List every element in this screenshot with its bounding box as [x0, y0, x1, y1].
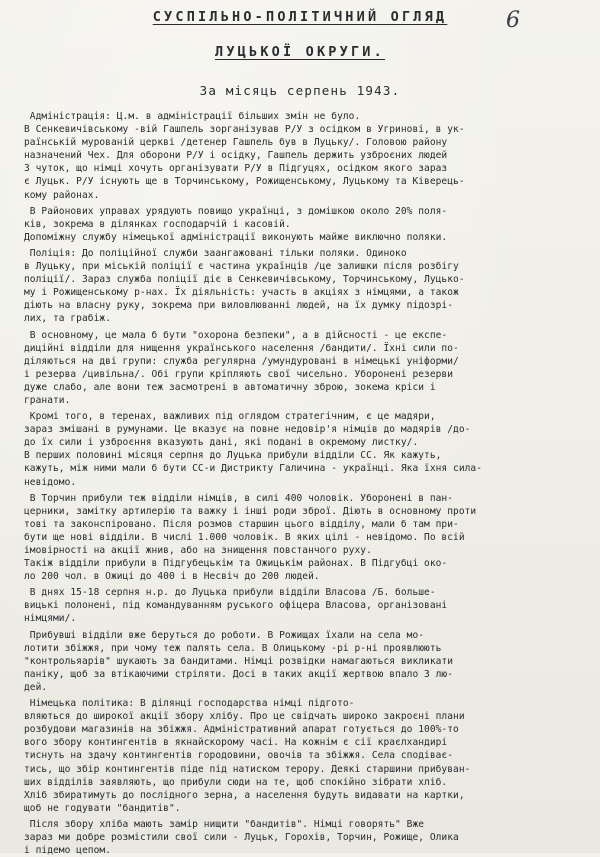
text-line: Поліція: До поліційної служби заангажовані тільки поляки. Одиноко [24, 247, 407, 259]
text-line: діють на власну руку, зокрема при виловлюванні людей, на їх думку підозрі- [24, 300, 454, 312]
text-line: бути ще нові відділи. В числі 1.000 чоловік. В яких цілі - невідомо. По всій [24, 531, 465, 543]
document-period: За місяць серпень 1943. [199, 83, 401, 98]
text-line: лих, та грабіж. [24, 313, 111, 325]
paragraph [24, 410, 584, 489]
text-line: тиснуть на здачу контингентів городовини, овочів та збіжжя. Села сподіває- [24, 750, 454, 762]
text-line: церники, замітку артилерію та важку і інші роди зброї. Діють в основному проти [24, 505, 477, 517]
text-line: і підемо цепом. [24, 845, 111, 857]
paragraph [24, 205, 584, 244]
paragraph [24, 247, 584, 326]
document-body [24, 110, 584, 857]
text-line: вого збору контингентів в якнайскорому часі. На кожнім є сії краєлхандирі [24, 737, 448, 749]
paragraph [24, 329, 584, 408]
text-line: діляються на дві групи: служба регулярна /умундуровані в німецькі уніформи/ [24, 355, 459, 367]
text-line: диційні відділи для нищення українського населення /бандити/. Їхні сили по- [24, 342, 459, 354]
paragraph [24, 697, 584, 815]
text-line: В основному, це мала б бути "охорона безпеки", а в дійсності - це експе- [24, 329, 448, 341]
text-line: назначений Чех. Для оборони Р/У і осідку, Гашпель держить узброєних людей [24, 150, 448, 162]
text-line: до їх сили і узброєння вказують дані, які подані в окремому листку/. [24, 437, 419, 449]
paragraph [24, 586, 584, 625]
text-line: Адміністрація: Ц.м. в адміністрації більших змін не було. [24, 111, 361, 122]
text-line: є Луцьк. Р/У існують ще в Торчинському, Рожищенському, Луцькому та Ківерець- [24, 176, 465, 188]
text-line: паніку, щоб за втікаючими стріляти. Досі в таких акції жертвою впало 3 лю- [24, 668, 454, 680]
page-number: 6 [506, 8, 520, 33]
text-line: Після збору хліба мають замір нищити "бандитів". Німці говорять" Вже [24, 818, 425, 830]
paragraph [24, 110, 584, 202]
text-line: гранати. [24, 394, 71, 406]
text-line: в Луцьку, при міській поліції є частина українців /це залишки після розбігу [24, 261, 459, 273]
text-line: "контрольяарів" шукають за бандитами. Німці розвідки намагаються викликати [24, 655, 454, 667]
text-line: вляються до широкої акції збору хлібу. Про це свідчать широко закроєні плани [24, 711, 465, 723]
text-line: німцями/. [24, 613, 77, 625]
text-line: В днях 15-18 серпня н.р. до Луцька прибули відділи Власова /Б. больше- [24, 587, 436, 599]
text-line: поліції/. Зараз служба поліції діє в Сенкевичівському, Торчинському, Луцько- [24, 274, 465, 286]
text-line: вицькі полонені, під командуванням руського офіцера Власова, організовані [24, 600, 448, 612]
text-line: зараз змішані в румунами. Це вказує на повне недовір'я німців до мадярів /до- [24, 424, 471, 436]
text-line: Німецька політика: В ділянці господарства німці підгото- [24, 698, 355, 710]
text-line: кажуть, між ними мали б бути СС-и Дистрикту Галичина - українці. Яка їхня сила- [24, 463, 483, 475]
text-line: В Районових управах урядують повищо українці, з домішкою около 20% поля- [24, 205, 448, 217]
text-line: Такіж відділи прибули в Підгубецькім та Ожицькім районах. В Підгубці око- [24, 558, 448, 570]
text-line: Хліб збиратимуть до послідного зерна, а населення будуть видавати на картки, [24, 789, 465, 801]
text-line: В Сенкевичівському -вій Гашпель зорганізував Р/У з осідком в Угринові, в ук- [24, 124, 465, 136]
paragraph [24, 818, 584, 857]
paragraph [24, 492, 584, 584]
text-line: му і Рожищенському р-нах. Їх діяльність: участь в акціях з німцями, а також [24, 287, 459, 299]
text-line: щоб не годувати "бандитів". [24, 802, 181, 814]
document-title-line-2: ЛУЦЬКОЇ ОКРУГИ. [215, 44, 385, 60]
text-line: Кромі того, в теренах, важливих під оглядом стратегічним, є це мадяри, [24, 411, 436, 423]
text-line: тові та законспіровано. Після розмов старшин цього відділу, мали б там при- [24, 518, 459, 530]
text-line: імовірності на акції жнив, або на знищення повстанчого руху. [24, 545, 372, 556]
text-line: Прибувші відділи вже беруться до роботи. В Рожищах їхали на села мо- [24, 629, 425, 641]
text-line: ків, зокрема в ділянках господарчій і касовій. [24, 218, 291, 230]
text-line: розбудови магазинів на збіжжя. Адміністративний апарат готується до 100%-то [24, 724, 459, 736]
text-line: В Торчин прибули теж відділи німців, в силі 400 чоловік. Уборонені в пан- [24, 492, 454, 504]
text-line: лотити збіжжя, при чому теж палять села. В Олицькому -рі р-ні проявлюють [24, 642, 442, 654]
text-line: зараз ми добре розмістили свої сили - Луцьк, Горохів, Торчин, Рожище, Олика [24, 831, 459, 843]
text-line: дуже слабо, але вони теж засмотрені в автоматичну зброю, зокема кріси і [24, 381, 436, 393]
text-line: кому районах. [24, 189, 100, 201]
text-line: тись, що збір контингентів піде під натиском терору. Деякі старшини прибуван- [24, 763, 471, 775]
text-line: ших відділів заявляють, що прибули сюди на те, щоб спокійно зібрати хліб. [24, 776, 448, 788]
paragraph [24, 629, 584, 694]
text-line: раїнській мурованій церкві /детенер Гашпель був в Луцьку/. Головою району [24, 137, 448, 149]
text-line: невідомо. [24, 476, 77, 488]
text-line: і резерва /цивільна/. Обі групи кріпляють свої чисельно. Уборонені резерви [24, 368, 454, 380]
text-line: Допоміжну службу німецької адміністрації виконують майже виключно поляки. [24, 231, 448, 243]
text-line: дей. [24, 681, 48, 693]
text-line: В перших половині місяця серпня до Луцька прибули відділи СС. Як кажуть, [24, 450, 442, 462]
text-line: 3 чуток, що німці хочуть організувати Р/У в Підгуцях, осідком якого зараз [24, 163, 448, 175]
text-line: ло 200 чол. в Ожиці до 400 і в Несвіч до 200 людей. [24, 571, 320, 583]
document-title-line-1: СУСПІЛЬНО-ПОЛІТИЧНИЙ ОГЛЯД [152, 9, 448, 25]
